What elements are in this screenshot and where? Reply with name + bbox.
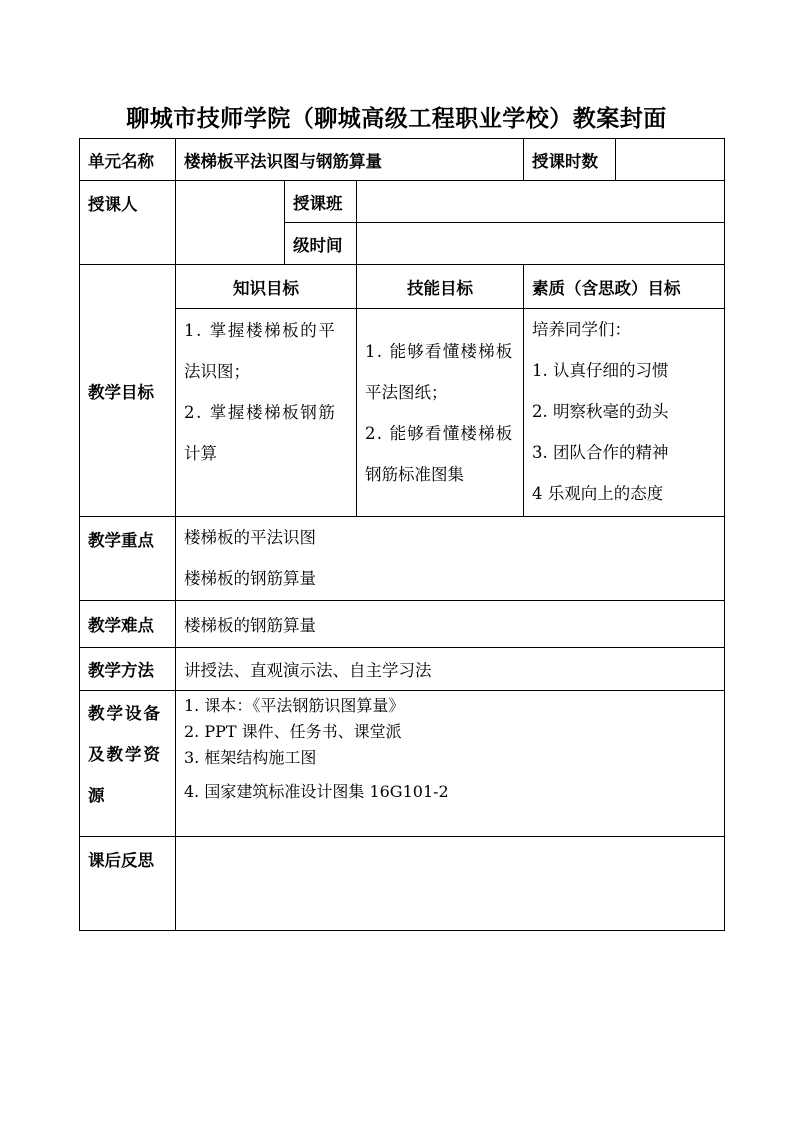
skill-goal-line: 2. 能够看懂楼梯板 [365, 424, 514, 443]
resource-line: 3. 框架结构施工图 [184, 748, 317, 767]
reflection-label: 课后反思 [80, 837, 176, 931]
methods-value: 讲授法、直观演示法、自主学习法 [176, 648, 725, 691]
page-title: 聊城市技师学院（聊城高级工程职业学校）教案封面 [126, 106, 667, 132]
key-point-line: 楼梯板的平法识图 [184, 528, 316, 547]
methods-row [80, 648, 725, 691]
knowledge-goals-header: 知识目标 [176, 265, 357, 309]
resource-line: 4. 国家建筑标准设计图集 16G101-2 [184, 782, 449, 801]
resources-label-line: 及教学资 [88, 745, 162, 764]
goals-header-row [80, 265, 725, 309]
goals-content-row [80, 309, 725, 517]
knowledge-goal-line: 法识图； [184, 362, 250, 381]
teacher-row [80, 181, 725, 223]
key-points-cell [176, 517, 725, 601]
key-points-label: 教学重点 [80, 517, 176, 601]
resources-cell [176, 691, 725, 837]
unit-name-value[interactable]: 楼梯板平法识图与钢筋算量 [176, 139, 524, 181]
key-point-line: 楼梯板的钢筋算量 [184, 569, 316, 588]
quality-goal-line: 1. 认真仔细的习惯 [532, 361, 669, 380]
teacher-label: 授课人 [80, 181, 176, 265]
difficulties-label: 教学难点 [80, 601, 176, 648]
quality-goals-cell [524, 309, 725, 517]
resource-line: 2. PPT 课件、任务书、课堂派 [184, 722, 402, 741]
unit-row [80, 139, 725, 181]
key-points-row [80, 517, 725, 601]
class-time-label-line1: 授课班 [285, 181, 357, 223]
knowledge-goal-line: 1. 掌握楼梯板的平 [184, 321, 337, 340]
knowledge-goals-cell [176, 309, 357, 517]
methods-label: 教学方法 [80, 648, 176, 691]
teaching-goals-label: 教学目标 [80, 265, 176, 517]
knowledge-goal-line: 计算 [184, 444, 217, 463]
resources-label-line: 教学设备 [88, 704, 162, 723]
skill-goals-header: 技能目标 [357, 265, 524, 309]
quality-goal-line: 培养同学们： [532, 320, 631, 339]
resources-label-line: 源 [88, 786, 105, 805]
quality-goals-header: 素质（含思政）目标 [524, 265, 725, 309]
resources-label [80, 691, 176, 837]
skill-goal-line: 平法图纸； [365, 383, 448, 402]
knowledge-goal-line: 2. 掌握楼梯板钢筋 [184, 403, 337, 422]
quality-goal-line: 3. 团队合作的精神 [532, 443, 669, 462]
class-value[interactable] [357, 181, 725, 223]
teaching-hours-label: 授课时数 [524, 139, 616, 181]
quality-goal-line: 2. 明察秋毫的劲头 [532, 402, 669, 421]
reflection-value[interactable] [176, 837, 725, 931]
skill-goals-cell [357, 309, 524, 517]
skill-goal-line: 钢筋标准图集 [365, 465, 464, 484]
lesson-plan-table [79, 138, 725, 931]
class-time-label-line2: 级时间 [285, 223, 357, 265]
skill-goal-line: 1. 能够看懂楼梯板 [365, 342, 514, 361]
quality-goal-line: 4 乐观向上的态度 [532, 484, 664, 503]
resource-line: 1. 课本：《平法钢筋识图算量》 [184, 696, 405, 715]
difficulties-value: 楼梯板的钢筋算量 [176, 601, 725, 648]
reflection-row [80, 837, 725, 931]
teaching-hours-value[interactable] [616, 139, 725, 181]
teacher-value[interactable] [176, 181, 285, 265]
resources-row [80, 691, 725, 837]
unit-name-label: 单元名称 [80, 139, 176, 181]
time-value[interactable] [357, 223, 725, 265]
difficulties-row [80, 601, 725, 648]
